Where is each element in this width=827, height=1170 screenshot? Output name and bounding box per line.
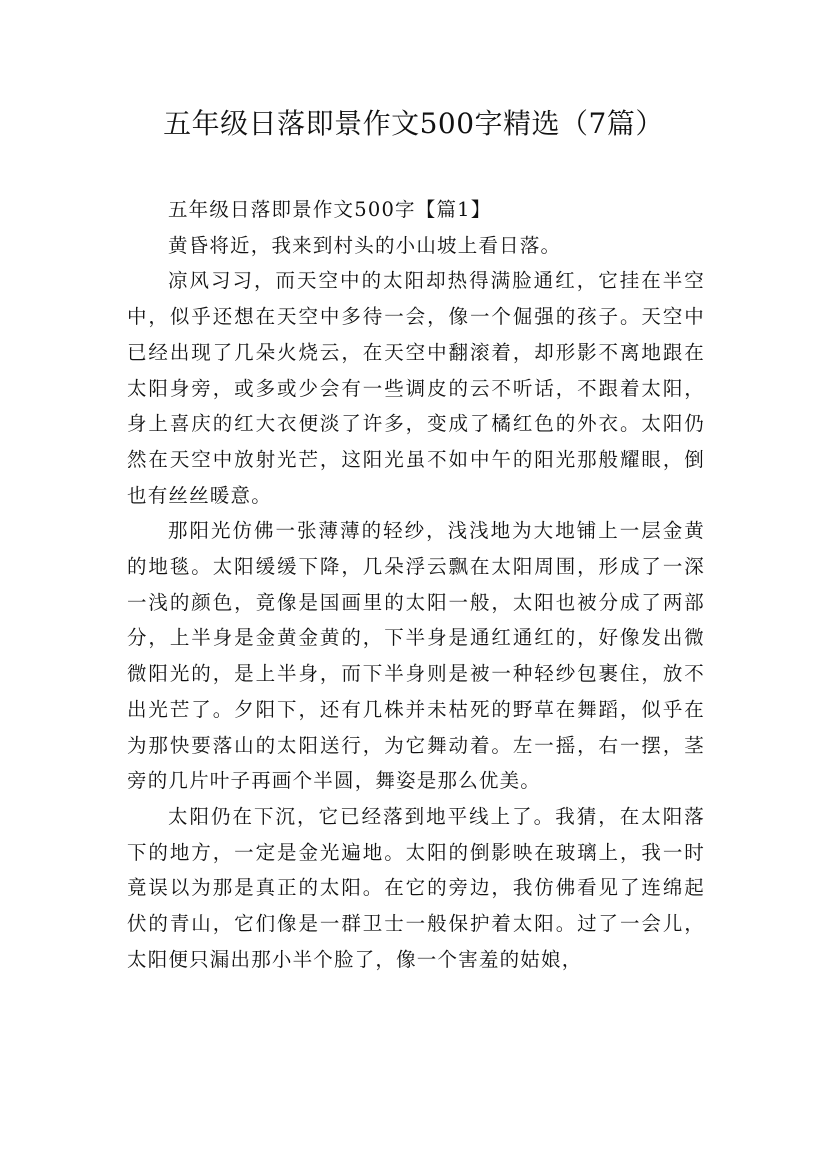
document-body [127, 192, 705, 977]
section-heading: 五年级日落即景作文500字【篇1】 [167, 198, 492, 221]
paragraph: 那阳光仿佛一张薄薄的轻纱，浅浅地为大地铺上一层金黄的地毯。太阳缓缓下降，几朵浮云飘在太阳周围，形成了一深一浅的颜色，竟像是国画里的太阳一般，太阳也被分成了两部分，上半身是金黄金黄的，下半身是通红通红的，好像发出微微阳光的，是上半身，而下半身则是被一种轻纱包裹住，放不出光芒了。夕阳下，还有几株并未枯死的野草在舞蹈，似乎在为那快要落山的太阳送行，为它舞动着。左一摇，右一摆，茎旁的几片叶子再画个半圆，舞姿是那么优美。 [127, 519, 705, 793]
paragraph: 黄昏将近，我来到村头的小山坡上看日落。 [167, 233, 562, 257]
paragraph: 太阳仍在下沉，它已经落到地平线上了。我猜，在太阳落下的地方，一定是金光遍地。太阳的倒影映在玻璃上，我一时竟误以为那是真正的太阳。在它的旁边，我仿佛看见了连绵起伏的青山，它们像是一群卫士一般保护着太阳。过了一会儿，太阳便只漏出那小半个脸了，像一个害羞的姑娘， [127, 804, 705, 971]
paragraph: 凉风习习，而天空中的太阳却热得满脸通红，它挂在半空中，似乎还想在天空中多待一会，像一个倔强的孩子。天空中已经出现了几朵火烧云，在天空中翻滚着，却形影不离地跟在太阳身旁，或多或少会有一些调皮的云不听话，不跟着太阳，身上喜庆的红大衣便淡了许多，变成了橘红色的外衣。太阳仍然在天空中放射光芒，这阳光虽不如中午的阳光那般耀眼，倒也有丝丝暖意。 [127, 269, 705, 507]
document-title: 五年级日落即景作文500字精选（7篇） [163, 107, 664, 140]
